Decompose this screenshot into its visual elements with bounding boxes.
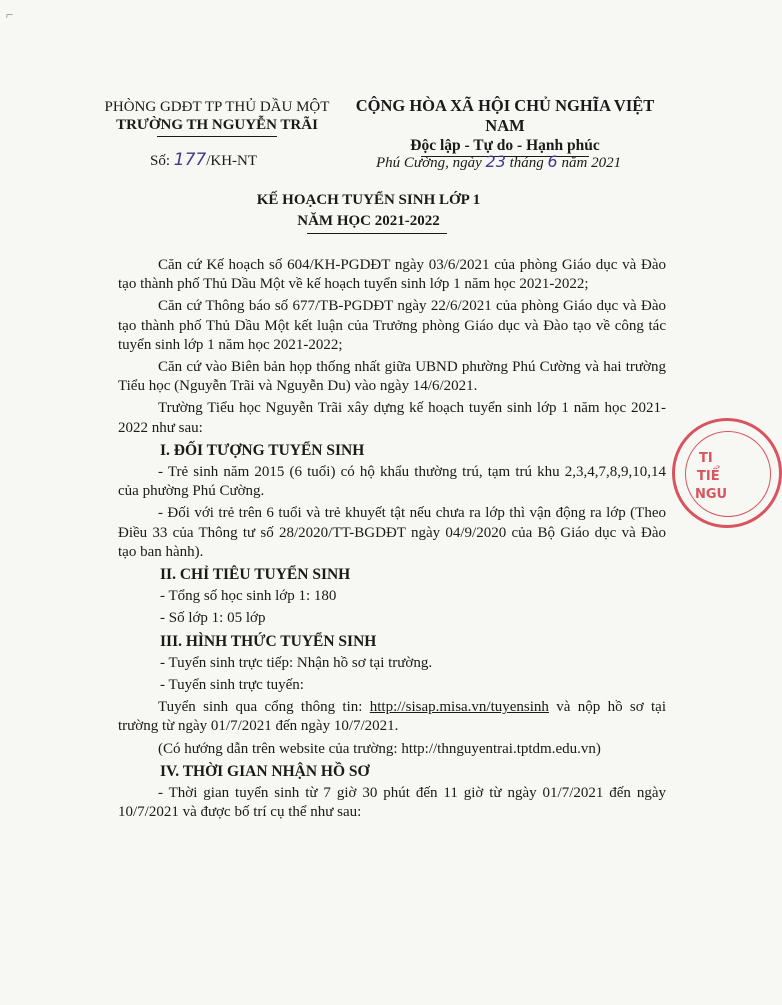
section-item: - Đối với trẻ trên 6 tuổi và trẻ khuyết tật nếu chưa ra lớp thì vận động ra lớp (Theo Điều 33 của Thông tư số 28/2020/TT-BGDĐT ngày 04/9/2020 của Bộ Giáo dục và Đào tạo ban hành).: [118, 505, 666, 560]
issuing-agency-header: [82, 98, 352, 137]
section-item: - Tổng số học sinh lớp 1: 180: [160, 588, 337, 605]
section-item: - Thời gian tuyển sinh từ 7 giờ 30 phút đến 11 giờ từ ngày 01/7/2021 đến ngày 10/7/2021 và được bố trí cụ thể như sau:: [118, 785, 666, 821]
national-motto: Độc lập - Tự do - Hạnh phúc: [410, 137, 600, 154]
intro-paragraph: Căn cứ vào Biên bản họp thống nhất giữa UBND phường Phú Cường và hai trường Tiểu học (Nguyễn Trãi và Nguyễn Du) vào ngày 14/6/2021.: [118, 359, 666, 395]
corner-mark-icon: ⌐: [6, 7, 14, 22]
section-item: - Tuyển sinh trực tuyến:: [160, 677, 304, 694]
guide-note: (Có hướng dẫn trên website của trường: http://thnguyentrai.tptdm.edu.vn): [158, 740, 601, 757]
document-body: [118, 256, 666, 825]
seal-text: TIỂ: [697, 469, 720, 484]
intro-paragraph: Căn cứ Kế hoạch số 604/KH-PGDĐT ngày 03/6/2021 của phòng Giáo dục và Đào tạo thành phố Thủ Dầu Một về kế hoạch tuyển sinh lớp 1 năm học 2021-2022;: [118, 257, 666, 293]
section-item: - Tuyển sinh trực tiếp: Nhận hồ sơ tại trường.: [160, 654, 433, 671]
seal-text: TI: [699, 451, 713, 466]
title-divider: [307, 233, 447, 234]
section-heading-method: III. HÌNH THỨC TUYỂN SINH: [160, 632, 377, 650]
document-number-prefix: Số:: [150, 153, 171, 169]
date-year: năm 2021: [561, 155, 622, 171]
date-place: Phú Cường, ngày: [376, 155, 482, 171]
document-title: [0, 190, 717, 234]
seal-text: NGU: [695, 487, 728, 502]
intro-paragraph: Trường Tiểu học Nguyễn Trãi xây dựng kế hoạch tuyển sinh lớp 1 năm học 2021-2022 như sau:: [118, 400, 666, 436]
section-item: - Số lớp 1: 05 lớp: [160, 610, 266, 627]
school-name: TRƯỜNG TH NGUYỄN TRÃI: [116, 117, 318, 133]
registration-portal-link[interactable]: http://sisap.misa.vn/tuyensinh: [369, 699, 549, 716]
school-seal-stamp: [672, 418, 782, 528]
date-month-label: tháng: [509, 155, 544, 171]
national-header: [340, 96, 670, 157]
national-title: CỘNG HÒA XÃ HỘI CHỦ NGHĨA VIỆT NAM: [355, 96, 655, 135]
online-registration-paragraph: [118, 698, 666, 736]
intro-paragraph: Căn cứ Thông báo số 677/TB-PGDĐT ngày 22/6/2021 của phòng Giáo dục và Đào tạo thành phố Thủ Dầu Một kết luận của Trưởng phòng Giáo dục và Đào tạo về công tác tuyển sinh lớp 1 năm học 2021-2022;: [118, 298, 666, 353]
document-number-handwritten: 177: [173, 150, 207, 170]
online-suffix: và nộp hồ sơ tại trường từ ngày 01/7/2021 đến ngày 10/7/2021.: [118, 699, 666, 735]
section-item: - Trẻ sinh năm 2015 (6 tuổi) có hộ khẩu thường trú, tạm trú khu 2,3,4,7,8,9,10,14 của phường Phú Cường.: [118, 464, 666, 500]
document-number-suffix: /KH-NT: [206, 153, 258, 169]
date-line: [376, 152, 621, 172]
section-heading-timing: IV. THỜI GIAN NHẬN HỒ SƠ: [160, 762, 370, 780]
section-heading-target: I. ĐỐI TƯỢNG TUYỂN SINH: [160, 441, 365, 459]
online-prefix: Tuyển sinh qua cổng thông tin:: [158, 699, 370, 716]
department-name: PHÒNG GDĐT TP THỦ DẦU MỘT: [104, 99, 330, 115]
section-heading-quota: II. CHỈ TIÊU TUYỂN SINH: [160, 566, 351, 584]
date-day: 23: [485, 152, 506, 171]
document-number: [150, 150, 257, 171]
title-line-1: KẾ HOẠCH TUYỂN SINH LỚP 1: [256, 192, 481, 208]
date-month: 6: [547, 152, 558, 171]
title-line-2: NĂM HỌC 2021-2022: [297, 213, 440, 229]
header-left-divider: [157, 136, 277, 137]
